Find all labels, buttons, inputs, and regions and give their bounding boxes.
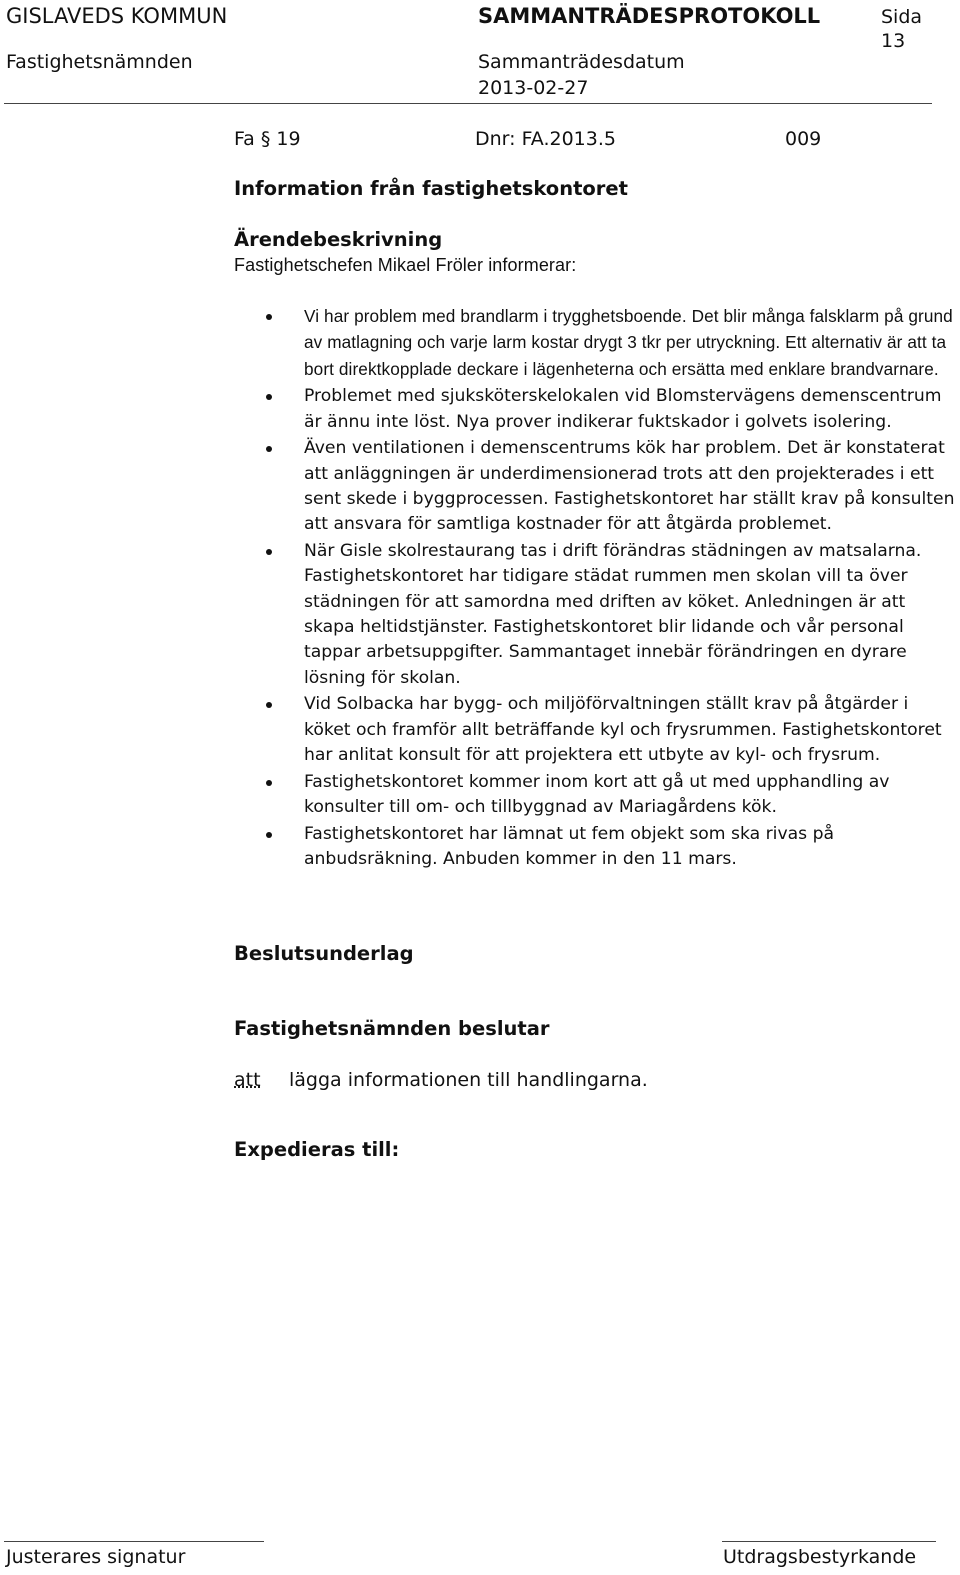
case-code: 009 [785, 128, 822, 150]
bullet-icon [266, 832, 272, 838]
meeting-date-label: Sammanträdesdatum [478, 51, 685, 73]
list-item-text: Vi har problem med brandlarm i trygghetsboende. Det blir många falsklarm på grund av matlagning och varje larm kostar drygt 3 tkr per utryckning. Ett alternativ är att ta bort direktkopplade deckare i lägenheterna och ersätta med enklare brandvarnare. [304, 306, 953, 379]
case-dnr: Dnr: FA.2013.5 [475, 128, 616, 150]
list-item [266, 436, 958, 537]
bullet-icon [266, 394, 272, 400]
list-item [266, 539, 958, 691]
description-intro: Fastighetschefen Mikael Fröler informerar: [234, 255, 577, 275]
list-item-text: Fastighetskontoret kommer inom kort att gå ut med upphandling av konsulter till om- och tillbyggnad av Mariagårdens kök. [304, 771, 890, 818]
list-item-text: När Gisle skolrestaurang tas i drift förändras städningen av matsalarna. Fastighetskontoret har tidigare städat rummen men skolan vill ta över städningen för att samordna med driften av köket. Anledningen är att skapa heltidstjänster. Fastighetskontoret blir lidande och vår personal tappar arbetsuppgifter. Sammantaget innebär förändringen en dyrare lösning för skolan. [304, 541, 922, 688]
list-item [266, 384, 958, 435]
certification-line [722, 1541, 936, 1542]
bullet-icon [266, 446, 272, 452]
list-item-text: Även ventilationen i demenscentrums kök har problem. Det är konstaterat att anläggningen är underdimensionerad trots att den projekterades i ett sent skede i byggprocessen. Fastighetskontoret har ställt krav på konsulten att ansvara för samtliga kostnader för att åtgärda problemet. [304, 438, 955, 535]
basis-heading: Beslutsunderlag [234, 942, 414, 965]
case-title: Information från fastighetskontoret [234, 177, 628, 200]
bullet-icon [266, 702, 272, 708]
decision-text: lägga informationen till handlingarna. [289, 1069, 648, 1091]
list-item [266, 692, 958, 768]
dispatch-heading: Expedieras till: [234, 1138, 400, 1161]
list-item-text: Problemet med sjuksköterskelokalen vid Blomstervägens demenscentrum är ännu inte löst. Nya prover indikerar fuktskador i golvets isolering. [304, 386, 942, 432]
bullet-list [266, 304, 958, 874]
signature-label: Justerares signatur [6, 1546, 186, 1568]
certification-label: Utdragsbestyrkande [723, 1546, 917, 1568]
list-item [266, 822, 958, 873]
bullet-icon [266, 549, 272, 555]
signature-line [4, 1541, 264, 1542]
description-heading: Ärendebeskrivning [234, 228, 443, 251]
list-item [266, 304, 958, 383]
page-number: 13 [881, 30, 906, 52]
municipality-name: GISLAVEDS KOMMUN [6, 4, 228, 28]
list-item-text: Vid Solbacka har bygg- och miljöförvaltningen ställt krav på åtgärder i köket och framför allt beträffande kyl och frysrummen. Fastighetskontoret har anlitat konsult för att projektera ett utbyte av kyl- och frysrum. [304, 694, 942, 766]
document-type: SAMMANTRÄDESPROTOKOLL [478, 4, 821, 28]
board-name: Fastighetsnämnden [6, 51, 193, 73]
paragraph-number: Fa § 19 [234, 128, 301, 150]
bullet-icon [266, 780, 272, 786]
page-label: Sida [881, 6, 923, 28]
header-rule [4, 103, 932, 104]
bullet-icon [266, 314, 272, 320]
meeting-date: 2013-02-27 [478, 77, 589, 99]
list-item [266, 770, 958, 821]
list-item-text: Fastighetskontoret har lämnat ut fem objekt som ska rivas på anbudsräkning. Anbuden kommer in den 11 mars. [304, 823, 835, 870]
decision-att: att [234, 1069, 261, 1091]
decision-heading: Fastighetsnämnden beslutar [234, 1017, 550, 1040]
